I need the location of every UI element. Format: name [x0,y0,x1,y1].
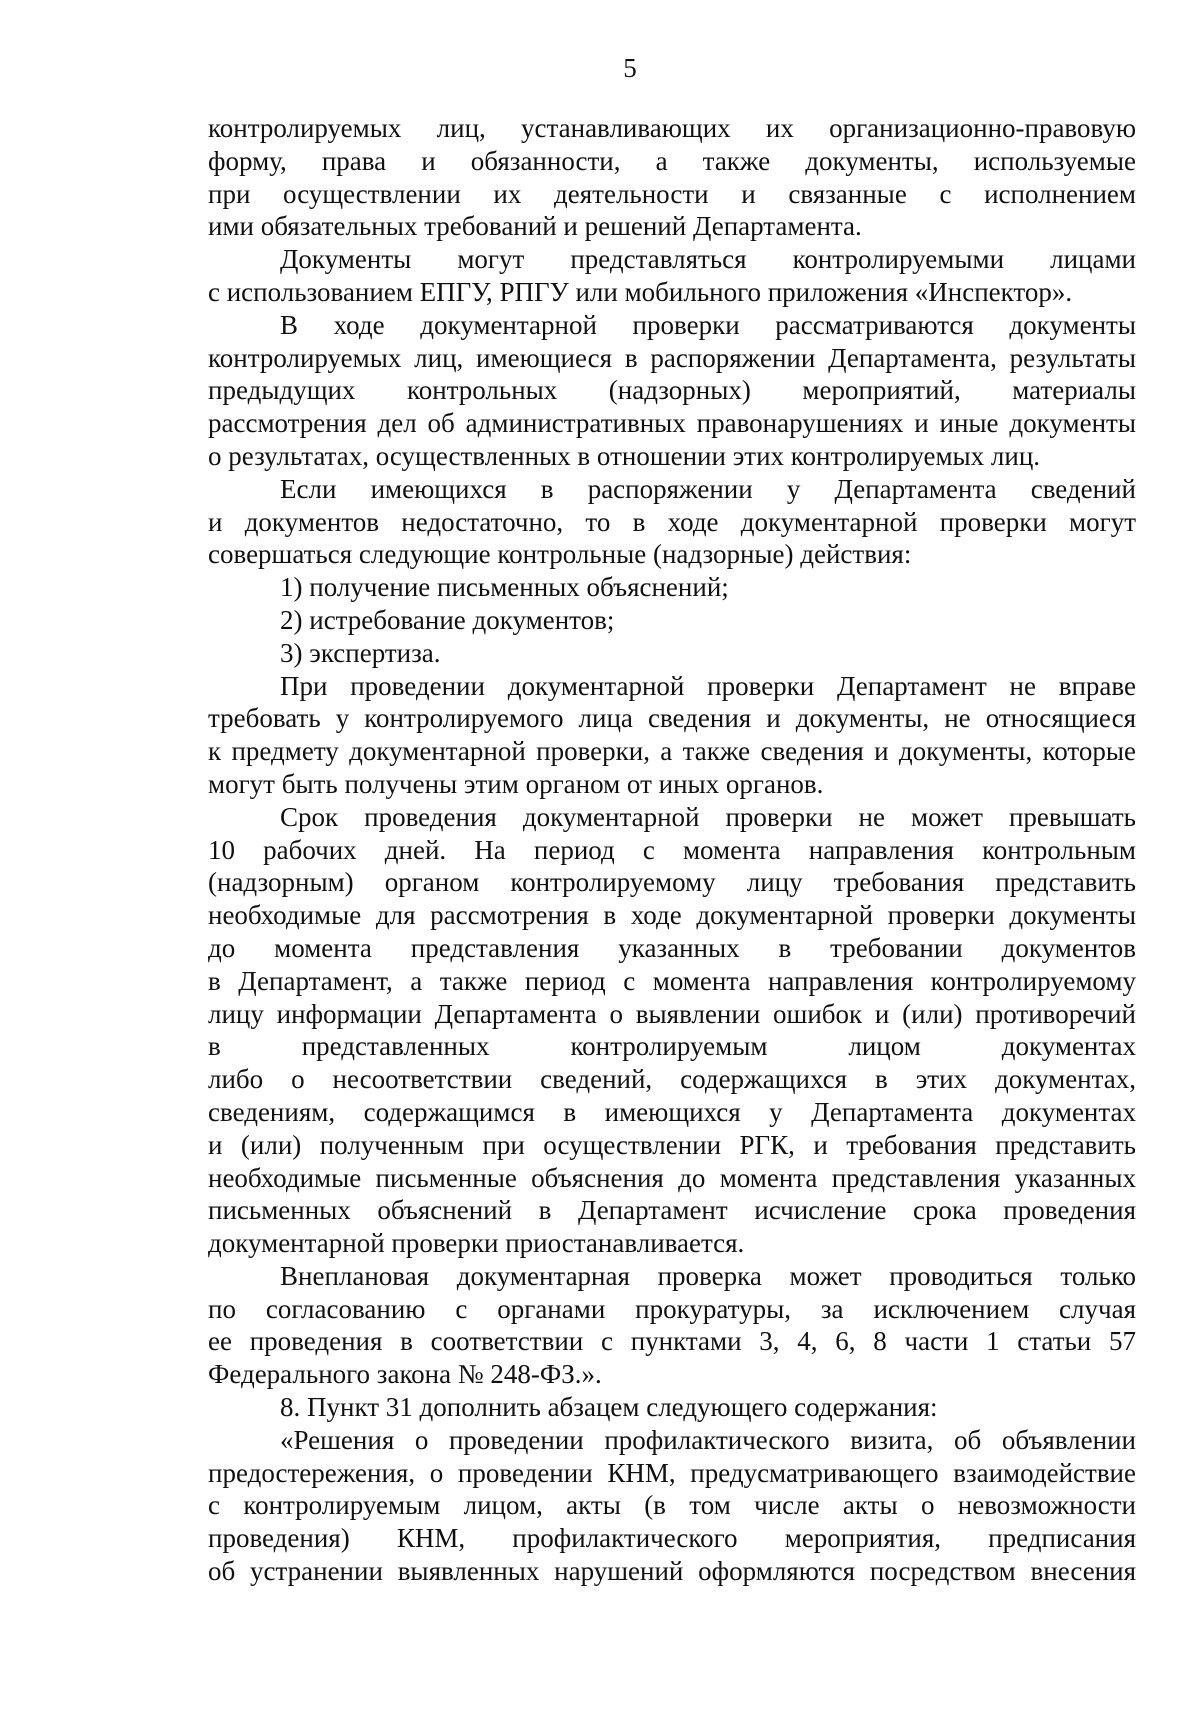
text-line: 10 рабочих дней. На период с момента направления контрольным [208,834,1136,865]
text-line: контролируемых лиц, имеющиеся в распоряжении Департамента, результаты [208,342,1136,373]
page-number: 5 [623,53,637,83]
text-line: предостережения, о проведении КНМ, предусматривающего взаимодействие [208,1457,1136,1488]
text-line: совершаться следующие контрольные (надзорные) действия: [208,539,912,570]
text-line: форму, права и обязанности, а также документы, используемые [208,145,1136,176]
text-line: проведения) КНМ, профилактического мероприятия, предписания [208,1523,1136,1554]
text-line: 3) экспертиза. [280,637,441,668]
text-line: При проведении документарной проверки Департамент не вправе [280,670,1136,701]
text-line: и (или) полученным при осуществлении РГК, и требования представить [208,1129,1136,1160]
body-text [208,112,1136,1588]
text-line: Федерального закона № 248-ФЗ.». [208,1359,602,1390]
text-line: требовать у контролируемого лица сведения и документы, не относящиеся [208,703,1136,734]
text-line: контролируемых лиц, устанавливающих их организационно-правовую [208,113,1136,143]
text-line: 2) истребование документов; [280,604,615,635]
text-line: в представленных контролируемым лицом документах [208,1031,1136,1062]
text-line: лицу информации Департамента о выявлении ошибок и (или) противоречий [208,998,1136,1029]
text-line: Документы могут представляться контролируемыми лицами [280,244,1136,275]
text-line: Если имеющихся в распоряжении у Департамента сведений [280,473,1136,504]
text-line: «Решения о проведении профилактического визита, об объявлении [280,1424,1136,1455]
text-line: могут быть получены этим органом от иных органов. [208,768,824,799]
text-line: ее проведения в соответствии с пунктами 3, 4, 6, 8 части 1 статьи 57 [208,1326,1136,1357]
text-line: либо о несоответствии сведений, содержащихся в этих документах, [208,1064,1136,1095]
text-line: Срок проведения документарной проверки не может превышать [280,801,1136,832]
text-line: В ходе документарной проверки рассматриваются документы [280,309,1136,340]
text-line: документарной проверки приостанавливается. [208,1228,745,1259]
text-line: предыдущих контрольных (надзорных) мероприятий, материалы [208,375,1136,406]
text-line: при осуществлении их деятельности и связанные с исполнением [208,178,1136,209]
text-line: (надзорным) органом контролируемому лицу требования представить [208,867,1136,898]
text-line: 8. Пункт 31 дополнить абзацем следующего содержания: [280,1392,938,1423]
text-line: 1) получение письменных объяснений; [280,572,729,603]
text-line: о результатах, осуществленных в отношении этих контролируемых лиц. [208,440,1041,471]
text-line: по согласованию с органами прокуратуры, за исключением случая [208,1293,1136,1324]
text-line: необходимые для рассмотрения в ходе документарной проверки документы [208,900,1136,931]
text-line: об устранении выявленных нарушений оформляются посредством внесения [208,1556,1136,1587]
text-line: рассмотрения дел об административных правонарушениях и иные документы [208,408,1136,439]
text-line: письменных объяснений в Департамент исчисление срока проведения [208,1195,1136,1226]
text-line: ими обязательных требований и решений Департамента. [208,211,862,242]
text-line: необходимые письменные объяснения до момента представления указанных [208,1162,1136,1193]
text-line: Внеплановая документарная проверка может проводиться только [280,1260,1136,1291]
text-line: сведениям, содержащимся в имеющихся у Департамента документах [208,1096,1136,1127]
text-line: с использованием ЕПГУ, РПГУ или мобильного приложения «Инспектор». [208,276,1073,307]
text-line: к предмету документарной проверки, а также сведения и документы, которые [208,736,1136,767]
text-line: до момента представления указанных в требовании документов [208,932,1136,963]
text-line: с контролируемым лицом, акты (в том числе акты о невозможности [208,1490,1136,1521]
text-line: в Департамент, а также период с момента направления контролируемому [208,965,1136,996]
text-line: и документов недостаточно, то в ходе документарной проверки могут [208,506,1136,537]
